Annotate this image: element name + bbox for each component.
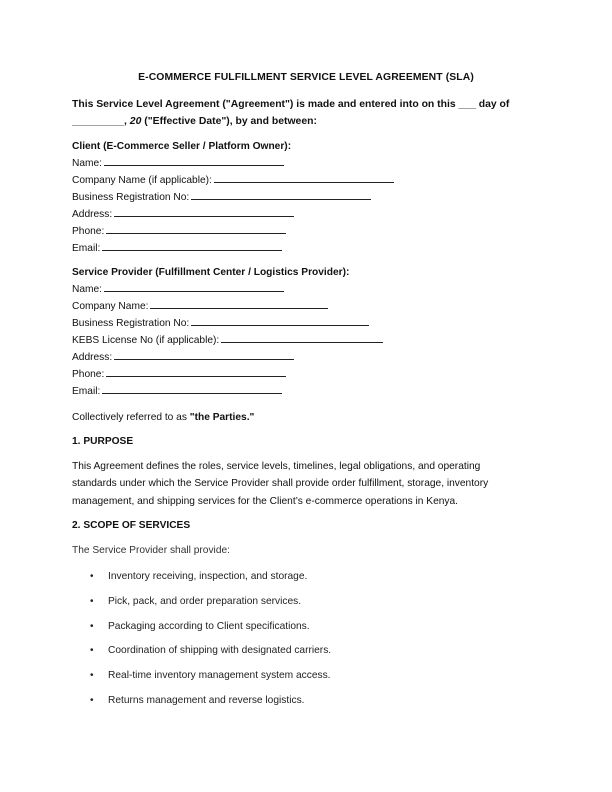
bullet-icon: • (90, 645, 94, 657)
client-address-field[interactable]: Address: (72, 206, 394, 223)
provider-heading: Service Provider (Fulfillment Center / Logistics Provider): (72, 267, 350, 278)
purpose-line: standards under which the Service Provider shall provide order fulfillment, storage, inventory (72, 478, 489, 490)
bullet-icon: • (90, 694, 94, 706)
blank-line (104, 156, 284, 166)
document-title: E-COMMERCE FULFILLMENT SERVICE LEVEL AGREEMENT (SLA) (138, 72, 474, 83)
blank-line (191, 316, 369, 326)
bullet-icon: • (90, 595, 94, 607)
bullet-icon: • (90, 620, 94, 632)
client-email-field[interactable]: Email: (72, 240, 394, 257)
provider-name-field[interactable]: Name: (72, 281, 383, 298)
date-blank: _________, (72, 116, 127, 127)
collective-reference: Collectively referred to as "the Parties." (72, 412, 255, 423)
list-item: • Packaging according to Client specifications. (90, 618, 331, 643)
client-registration-field[interactable]: Business Registration No: (72, 189, 394, 206)
list-item: • Returns management and reverse logistics. (90, 692, 331, 717)
provider-registration-field[interactable]: Business Registration No: (72, 315, 383, 332)
list-item: • Inventory receiving, inspection, and storage. (90, 568, 331, 593)
provider-address-field[interactable]: Address: (72, 349, 383, 366)
blank-line (191, 190, 371, 200)
blank-line (104, 282, 284, 292)
purpose-heading: 1. PURPOSE (72, 436, 134, 447)
client-section (72, 138, 394, 257)
agreement-intro (72, 96, 542, 130)
blank-line (214, 173, 394, 183)
blank-line (114, 350, 294, 360)
provider-section (72, 264, 383, 400)
scope-lead: The Service Provider shall provide: (72, 545, 230, 556)
year-text: 20 (126, 116, 142, 127)
blank-line (102, 241, 282, 251)
effective-date-text: ("Effective Date"), by and between: (141, 116, 317, 127)
provider-company-field[interactable]: Company Name: (72, 298, 383, 315)
scope-heading: 2. SCOPE OF SERVICES (72, 520, 191, 531)
list-item: • Pick, pack, and order preparation services. (90, 593, 331, 618)
list-item: • Coordination of shipping with designated carriers. (90, 642, 331, 667)
parties-term: "the Parties." (189, 412, 255, 423)
blank-line (102, 384, 282, 394)
blank-line (106, 224, 286, 234)
services-list (90, 568, 331, 717)
intro-line-1: This Service Level Agreement ("Agreement") is made and entered into on this ___ day of (72, 99, 510, 110)
bullet-icon: • (90, 571, 94, 582)
client-phone-field[interactable]: Phone: (72, 223, 394, 240)
provider-kebs-field[interactable]: KEBS License No (if applicable): (72, 332, 383, 349)
client-name-field[interactable]: Name: (72, 155, 394, 172)
purpose-paragraph (72, 458, 532, 510)
blank-line (221, 333, 383, 343)
intro-line-2 (72, 113, 542, 130)
blank-line (150, 299, 328, 309)
provider-email-field[interactable]: Email: (72, 383, 383, 400)
list-item: • Real-time inventory management system access. (90, 667, 331, 692)
client-heading: Client (E-Commerce Seller / Platform Owner): (72, 141, 292, 152)
purpose-line: This Agreement defines the roles, service levels, timelines, legal obligations, and operating (72, 461, 481, 472)
purpose-line: management, and shipping services for the Client’s e-commerce operations in Kenya. (72, 495, 459, 507)
bullet-icon: • (90, 670, 94, 682)
client-company-field[interactable]: Company Name (if applicable): (72, 172, 394, 189)
blank-line (114, 207, 294, 217)
blank-line (106, 367, 286, 377)
provider-phone-field[interactable]: Phone: (72, 366, 383, 383)
